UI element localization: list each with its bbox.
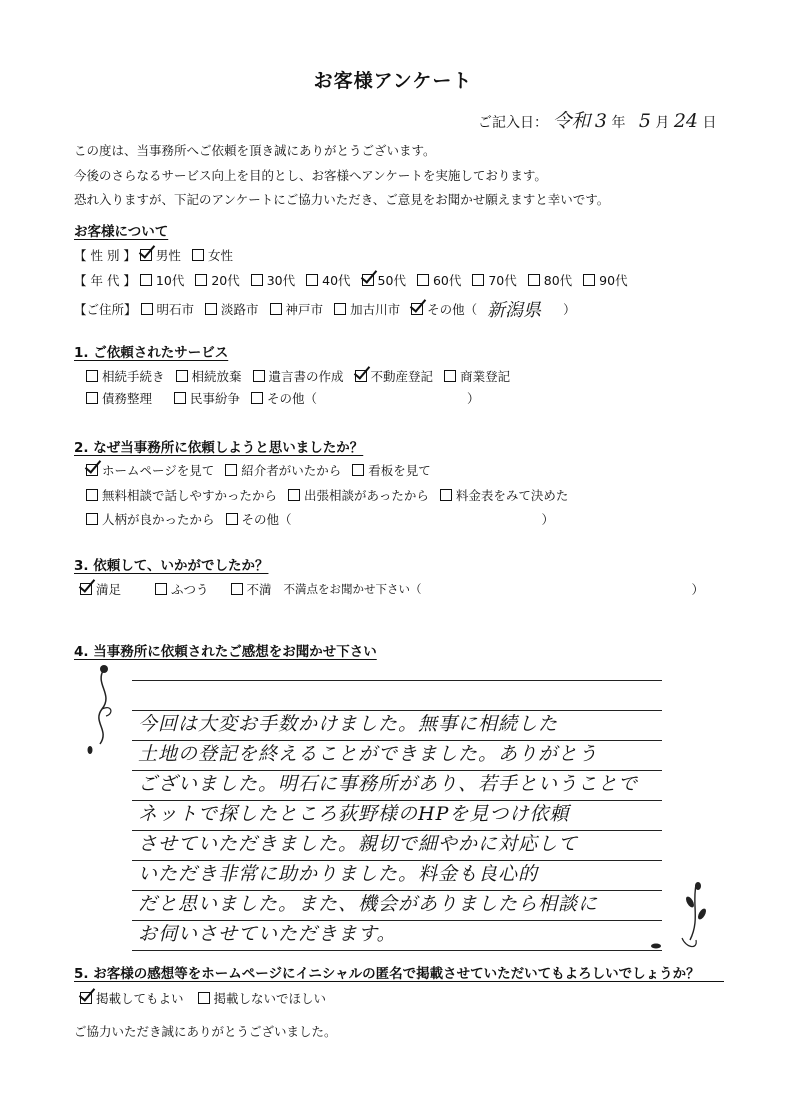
q5-heading: 5. お客様の感想等をホームページにイニシャルの匿名で掲載させていただいてもよろしいでしょうか？ <box>74 966 700 982</box>
close-paren: ） <box>467 391 480 406</box>
checkbox-icon[interactable] <box>352 464 364 476</box>
reason-option[interactable]: 料金表をみて決めた <box>440 486 569 504</box>
age-option[interactable]: 40代 <box>306 271 350 289</box>
age-option[interactable]: 80代 <box>528 271 572 289</box>
checkbox-icon[interactable] <box>444 370 456 382</box>
checkbox-icon[interactable] <box>86 513 98 525</box>
residence-row <box>74 296 576 322</box>
close-paren: ） <box>563 302 576 317</box>
intro-line: この度は、当事務所へご依頼を頂き誠にありがとうございます。 <box>74 143 436 158</box>
impression-line: 今回は大変お手数かけました。無事に相続した <box>132 711 662 741</box>
consent-option[interactable]: 掲載しないでほしい <box>198 989 327 1007</box>
service-option[interactable]: 債務整理 <box>86 389 152 407</box>
checkbox-icon[interactable] <box>225 464 237 476</box>
q3-heading: 3. 依頼して、いかがでしたか？ <box>74 558 269 574</box>
checkbox-icon[interactable] <box>195 274 207 286</box>
q1-row-2 <box>86 389 480 407</box>
residence-label: 【ご住所】 <box>74 302 137 317</box>
age-option[interactable]: 70代 <box>472 271 516 289</box>
checkbox-icon[interactable] <box>583 274 595 286</box>
impression-lines <box>132 680 662 951</box>
date-year-unit: 年 <box>611 115 626 131</box>
age-row <box>74 271 639 289</box>
age-option[interactable]: 20代 <box>195 271 239 289</box>
page-title: お客様アンケート <box>313 70 473 92</box>
checkbox-icon[interactable] <box>86 392 98 404</box>
age-option[interactable]: 60代 <box>417 271 461 289</box>
complaint-label: 不満点をお聞かせ下さい（ <box>283 582 422 596</box>
checkbox-icon[interactable] <box>355 370 367 382</box>
checkbox-icon[interactable] <box>192 249 204 261</box>
impression-line: ネットで探したところ荻野様のHPを見つけ依頼 <box>132 801 662 831</box>
reason-option[interactable]: 出張相談があったから <box>288 486 429 504</box>
q2-row-2 <box>86 486 579 504</box>
checkbox-icon[interactable] <box>205 303 217 315</box>
age-option[interactable]: 10代 <box>140 271 184 289</box>
date-day-unit: 日 <box>702 115 717 131</box>
age-label: 【 年 代 】 <box>74 273 136 288</box>
checkbox-icon[interactable] <box>141 303 153 315</box>
service-option[interactable]: 民事紛争 <box>174 389 240 407</box>
service-option[interactable]: 不動産登記 <box>355 367 434 385</box>
checkbox-icon[interactable] <box>140 274 152 286</box>
service-other-option[interactable]: その他（ <box>251 389 317 407</box>
checkbox-icon[interactable] <box>417 274 429 286</box>
thanks-message: ご協力いただき誠にありがとうございました。 <box>74 1024 337 1039</box>
consent-option[interactable]: 掲載してもよい <box>80 989 184 1007</box>
residence-option[interactable]: 淡路市 <box>205 300 259 318</box>
q5-row <box>80 989 337 1007</box>
impression-line: いただき非常に助かりました。料金も良心的 <box>132 861 662 891</box>
residence-option[interactable]: 明石市 <box>141 300 195 318</box>
checkbox-icon[interactable] <box>306 274 318 286</box>
q2-heading: 2. なぜ当事務所に依頼しようと思いましたか？ <box>74 440 364 456</box>
close-paren: ） <box>691 582 705 597</box>
residence-other-option[interactable]: その他（ <box>411 300 477 318</box>
checkbox-icon[interactable] <box>198 992 210 1004</box>
impression-line: お伺いさせていただきます。 <box>132 921 662 951</box>
residence-other-value: 新潟県 <box>487 300 542 321</box>
reason-option[interactable]: 無料相談で話しやすかったから <box>86 486 277 504</box>
q1-row-1 <box>86 367 521 385</box>
date-month-unit: 月 <box>655 115 670 131</box>
intro-line: 恐れ入りますが、下記のアンケートにご協力いただき、ご意見をお聞かせ願えますと幸いです。 <box>74 192 610 207</box>
residence-option[interactable]: 神戸市 <box>270 300 324 318</box>
intro-line: 今後のさらなるサービス向上を目的とし、お客様へアンケートを実施しております。 <box>74 168 547 183</box>
satisfaction-option[interactable]: 満足 <box>80 580 121 598</box>
checkbox-icon[interactable] <box>270 303 282 315</box>
reason-option[interactable]: ホームページを見て <box>86 461 214 479</box>
checkbox-icon[interactable] <box>253 370 265 382</box>
checkbox-icon[interactable] <box>155 583 167 595</box>
reason-option[interactable]: 看板を見て <box>352 461 431 479</box>
gender-label: 【 性 別 】 <box>74 248 136 263</box>
q4-heading: 4. 当事務所に依頼されたご感想をお聞かせ下さい <box>74 644 377 660</box>
checkbox-icon[interactable] <box>472 274 484 286</box>
residence-option[interactable]: 加古川市 <box>334 300 400 318</box>
q5-underline <box>74 981 724 982</box>
date-month: 5 <box>638 110 651 132</box>
q3-row <box>80 580 704 598</box>
checkbox-icon[interactable] <box>411 303 423 315</box>
service-option[interactable]: 相続放棄 <box>176 367 242 385</box>
satisfaction-option[interactable]: 不満 <box>231 580 272 598</box>
checkbox-icon[interactable] <box>334 303 346 315</box>
age-option[interactable]: 50代 <box>362 271 406 289</box>
checkbox-icon[interactable] <box>251 392 263 404</box>
checkbox-icon[interactable] <box>251 274 263 286</box>
age-option[interactable]: 30代 <box>251 271 295 289</box>
service-option[interactable]: 商業登記 <box>444 367 510 385</box>
impression-line <box>132 680 662 711</box>
checkbox-icon[interactable] <box>80 583 92 595</box>
reason-other-option[interactable]: その他（ <box>226 510 292 528</box>
age-option[interactable]: 90代 <box>583 271 627 289</box>
entry-date <box>478 106 716 133</box>
q2-row-3 <box>86 510 554 528</box>
date-label: ご記入日： <box>478 115 548 131</box>
checkbox-icon[interactable] <box>86 370 98 382</box>
about-heading: お客様について <box>74 224 169 240</box>
checkbox-icon[interactable] <box>140 249 152 261</box>
gender-female-option[interactable]: 女性 <box>192 246 233 264</box>
impression-line: 土地の登記を終えることができました。ありがとう <box>132 741 662 771</box>
checkbox-icon[interactable] <box>440 489 452 501</box>
checkbox-icon[interactable] <box>231 583 243 595</box>
checkbox-icon[interactable] <box>176 370 188 382</box>
floral-ornament-icon <box>84 664 124 754</box>
gender-male-option[interactable]: 男性 <box>140 246 181 264</box>
service-option[interactable]: 相続手続き <box>86 367 165 385</box>
reason-option[interactable]: 人柄が良かったから <box>86 510 215 528</box>
q2-row-1 <box>86 461 442 479</box>
checkbox-icon[interactable] <box>226 513 238 525</box>
impression-line: ございました。明石に事務所があり、若手ということで <box>132 771 662 801</box>
close-paren: ） <box>541 512 555 527</box>
checkbox-icon[interactable] <box>528 274 540 286</box>
impression-line: させていただきました。親切で細やかに対応して <box>132 831 662 861</box>
reason-option[interactable]: 紹介者がいたから <box>225 461 341 479</box>
checkbox-icon[interactable] <box>86 489 98 501</box>
gender-row <box>74 246 244 264</box>
checkbox-icon[interactable] <box>362 274 374 286</box>
impression-line: だと思いました。また、機会がありましたら相談に <box>132 891 662 921</box>
checkbox-icon[interactable] <box>288 489 300 501</box>
checkbox-icon[interactable] <box>80 992 92 1004</box>
checkbox-icon[interactable] <box>174 392 186 404</box>
date-day: 24 <box>673 110 699 132</box>
service-option[interactable]: 遺言書の作成 <box>253 367 344 385</box>
checkbox-icon[interactable] <box>86 464 98 476</box>
date-era: 令和 <box>552 110 591 132</box>
q1-heading: 1. ご依頼されたサービス <box>74 345 229 361</box>
leaf-ornament-icon <box>646 880 716 955</box>
satisfaction-option[interactable]: ふつう <box>155 580 209 598</box>
date-year: 3 <box>594 110 608 132</box>
